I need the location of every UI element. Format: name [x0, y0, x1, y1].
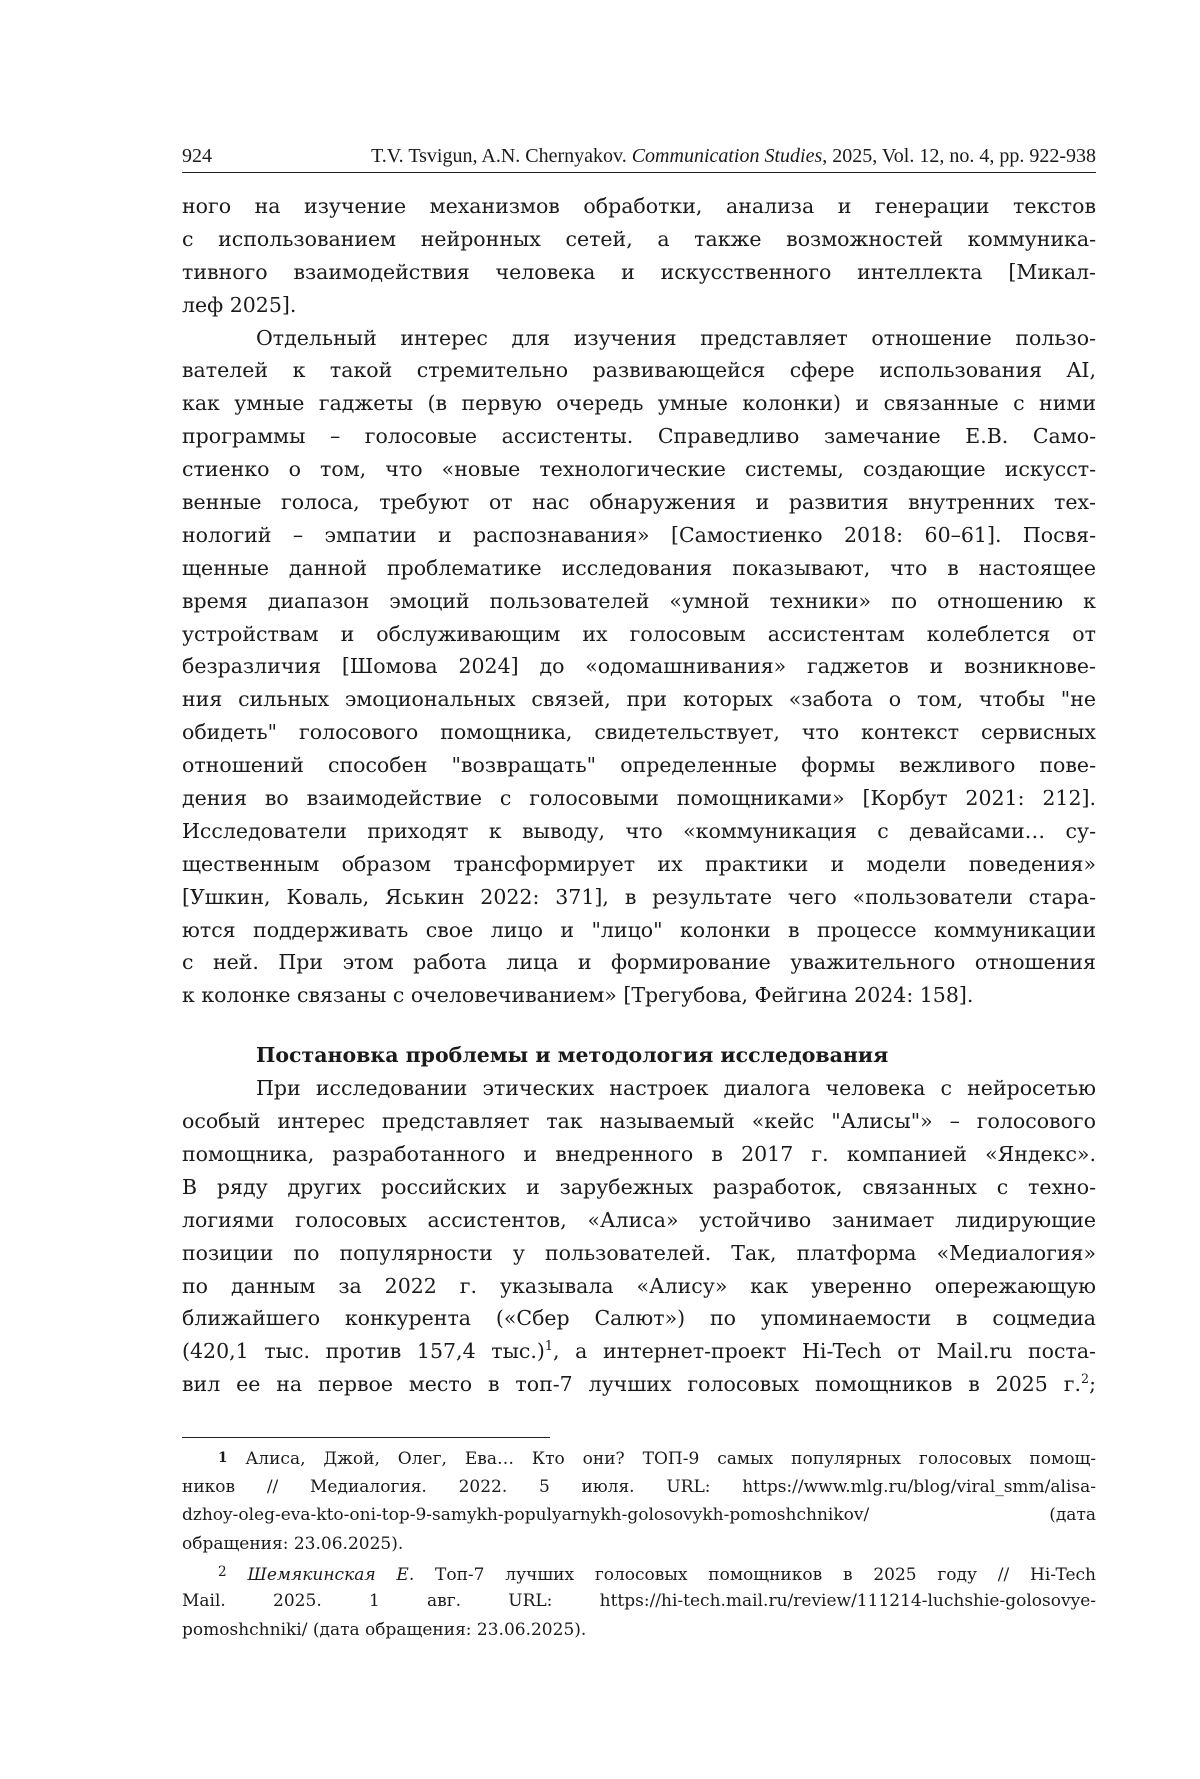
text-line: венные голоса, требуют от нас обнаружения и развития внутренних тех-	[182, 490, 1096, 515]
text-line: [Ушкин, Коваль, Яськин 2022: 371], в результате чего «пользователи стара-	[182, 884, 1096, 909]
line-text: (420,1 тыс. против 157,4 тыс.)	[182, 1339, 545, 1364]
text-line: ются поддерживать свое лицо и "лицо" колонки в процессе коммуникации	[182, 917, 1096, 942]
footnote-2-mark: 2	[218, 1564, 227, 1581]
text-line: Отдельный интерес для изучения представляет отношение пользо-	[256, 325, 1096, 350]
paragraph-1	[182, 190, 1096, 322]
text-line: обидеть" голосового помощника, свидетельствует, что контекст сервисных	[182, 720, 1096, 745]
header-citation	[371, 143, 1096, 169]
header-journal: Communication Studies	[631, 145, 823, 167]
text-line: помощника, разработанного и внедренного в 2017 г. компанией «Яндекс».	[182, 1141, 1096, 1166]
footnote-1-line-3: dzhoy-oleg-eva-kto-oni-top-9-samykh-populyarnykh-golosovykh-pomoshchnikov/ (дата	[182, 1505, 1096, 1526]
footnote-text: Алиса, Джой, Олег, Ева… Кто они? ТОП-9 самых популярных голосовых помощ-	[245, 1449, 1096, 1469]
text-line: дения во взаимодействие с голосовыми помощниками» [Корбут 2021: 212].	[182, 786, 1096, 811]
footnote-ref-2[interactable]: 2	[1080, 1371, 1090, 1387]
paragraph-3-line-9	[182, 1335, 1096, 1368]
text-line: к колонке связаны с очеловечиванием» [Трегубова, Фейгина 2024: 158].	[182, 983, 974, 1008]
text-line: При исследовании этических настроек диалога человека с нейросетью	[256, 1076, 1096, 1101]
line-text: вил ее на первое место в топ-7 лучших голосовых помощников в 2025 г.	[182, 1372, 1081, 1397]
text-line: позиции по популярности у пользователей. Так, платформа «Медиалогия»	[182, 1240, 1096, 1265]
line-text: , а интернет-проект Hi-Tech от Mail.ru поста-	[553, 1339, 1096, 1364]
line-text: ;	[1089, 1372, 1096, 1397]
paragraph-2	[182, 322, 1096, 1013]
paragraph-3	[182, 1072, 1096, 1335]
footnote-2-author: Шемякинская Е.	[247, 1565, 415, 1586]
text-line: программы – голосовые ассистенты. Справедливо замечание Е.В. Само-	[182, 424, 1096, 449]
text-line: щенные данной проблематике исследования показывают, что в настоящее	[182, 555, 1096, 580]
footnote-1-line-1	[182, 1444, 1096, 1473]
header-volume: , 2025, Vol. 12, no. 4, pp. 922-938	[822, 145, 1096, 167]
footnote-ref-1[interactable]: 1	[544, 1338, 553, 1354]
text-line: логиями голосовых ассистентов, «Алиса» устойчиво занимает лидирующие	[182, 1207, 1096, 1232]
footnote-2-line-2: Mail. 2025. 1 авг. URL: https://hi-tech.mail.ru/review/111214-luchshie-golosovye-	[182, 1590, 1096, 1611]
text-line: леф 2025].	[182, 292, 297, 317]
text-line: В ряду других российских и зарубежных разработок, связанных с техно-	[182, 1174, 1096, 1199]
running-header	[182, 143, 1096, 169]
text-line: с использованием нейронных сетей, а также возможностей коммуника-	[182, 226, 1096, 251]
section-heading: Постановка проблемы и методология исследования	[256, 1043, 889, 1068]
page-number: 924	[182, 145, 212, 167]
text-line: ближайшего конкурента («Сбер Салют») по упоминаемости в соцмедиа	[182, 1306, 1096, 1331]
text-line: тивного взаимодействия человека и искусственного интеллекта [Микал-	[182, 259, 1096, 284]
text-line: ния сильных эмоциональных связей, при которых «забота о том, чтобы "не	[182, 687, 1096, 712]
footnote-1-line-2: ников // Медиалогия. 2022. 5 июля. URL: https://www.mlg.ru/blog/viral_smm/alisa-	[182, 1476, 1096, 1497]
text-line: с ней. При этом работа лица и формирование уважительного отношения	[182, 950, 1096, 975]
text-line: время диапазон эмоций пользователей «умной техники» по отношению к	[182, 588, 1096, 613]
paragraph-3-line-10	[182, 1368, 1096, 1401]
text-line: ного на изучение механизмов обработки, анализа и генерации текстов	[182, 194, 1096, 218]
footnote-text: Топ-7 лучших голосовых помощников в 2025 году // Hi-Tech	[414, 1565, 1096, 1586]
footnote-2-line-3: pomoshchniki/ (дата обращения: 23.06.2025).	[182, 1619, 587, 1640]
text-line: безразличия [Шомова 2024] до «одомашнивания» гаджетов и возникнове-	[182, 654, 1096, 679]
header-authors: T.V. Tsvigun, A.N. Chernyakov.	[371, 145, 627, 167]
text-line: устройствам и обслуживающим их голосовым ассистентам колеблется от	[182, 621, 1096, 646]
text-line: щественным образом трансформирует их практики и модели поведения»	[182, 851, 1096, 876]
footnote-2-line-1	[182, 1558, 1096, 1587]
text-line: особый интерес представляет так называемый «кейс "Алисы"» – голосового	[182, 1109, 1096, 1134]
text-line: вателей к такой стремительно развивающейся сфере использования AI,	[182, 358, 1096, 383]
footnote-1-mark: 1	[218, 1450, 228, 1466]
article-body	[182, 190, 1096, 1401]
text-line: по данным за 2022 г. указывала «Алису» как уверенно опережающую	[182, 1273, 1096, 1298]
text-line: стиенко о том, что «новые технологические системы, создающие искусст-	[182, 457, 1096, 482]
footnote-1-line-4: обращения: 23.06.2025).	[182, 1533, 404, 1554]
text-line: как умные гаджеты (в первую очередь умные колонки) и связанные с ними	[182, 391, 1096, 416]
text-line: Исследователи приходят к выводу, что «коммуникация с девайсами… су-	[182, 818, 1096, 843]
section-spacer	[182, 1012, 1096, 1039]
text-line: отношений способен "возвращать" определенные формы вежливого пове-	[182, 753, 1096, 778]
header-rule	[182, 172, 1096, 173]
footnote-rule	[182, 1437, 550, 1438]
footnotes	[182, 1444, 1096, 1644]
text-line: нологий – эмпатии и распознавания» [Самостиенко 2018: 60–61]. Посвя-	[182, 522, 1096, 547]
